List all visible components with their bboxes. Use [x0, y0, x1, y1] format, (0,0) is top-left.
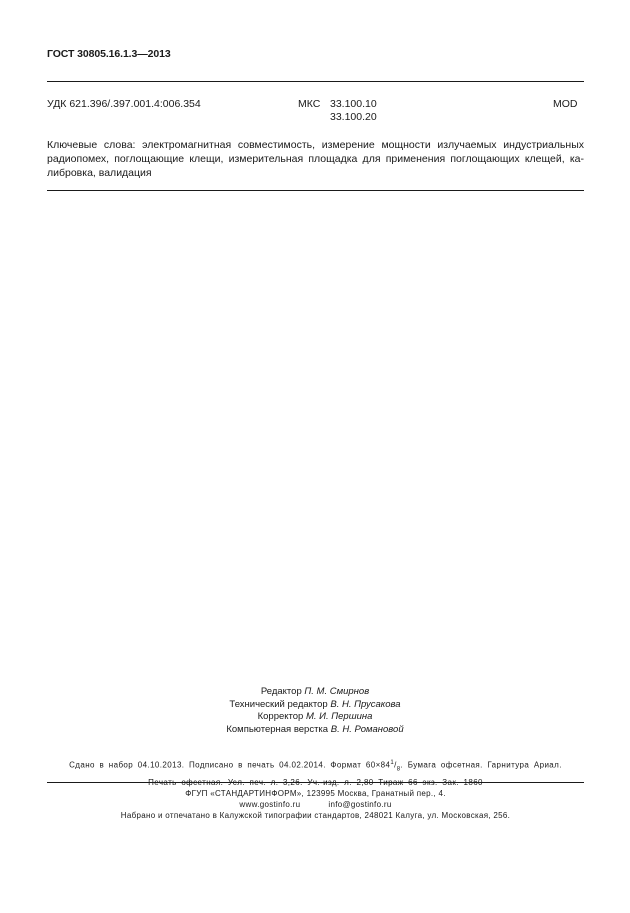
credit-name: В. Н. Романовой [330, 723, 404, 735]
credit-role: Технический редактор [229, 698, 328, 710]
publisher-address: ФГУП «СТАНДАРТИНФОРМ», 123995 Москва, Гранатный пер., 4. [185, 789, 446, 798]
credit-role: Корректор [257, 711, 304, 722]
imprint-text: Сдано в набор 04.10.2013. Подписано в печать 04.02.2014. Формат 60×84 [69, 760, 391, 770]
credit-name: П. М. Смирнов [304, 686, 370, 697]
standard-title: ГОСТ 30805.16.1.3—2013 [47, 48, 171, 60]
imprint-block [47, 757, 584, 789]
udk-code: УДК 621.396/.397.001.4:006.354 [47, 98, 201, 110]
format-denominator: 8 [396, 766, 401, 773]
mks-code: 33.100.10 [330, 98, 377, 110]
publisher-block [47, 788, 584, 821]
divider-top [47, 81, 584, 82]
divider-imprint [47, 782, 584, 783]
format-numerator: 1 [390, 760, 395, 766]
credit-line [0, 711, 630, 724]
publisher-website: www.gostinfo.ru [239, 800, 301, 809]
imprint-text: . Бумага офсетная. Гарнитура Ариал. [400, 760, 562, 770]
mks-code: 33.100.20 [330, 111, 377, 123]
publisher-email: info@gostinfo.ru [328, 800, 392, 809]
credit-role: Редактор [260, 686, 302, 697]
keywords: Ключевые слова: электромагнитная совместимость, измерение мощности излучаемых индустриальных радиопомех, поглощающие клещи, измерительная площадка для применения поглощающих клещей, ка-либровка, валидация [47, 139, 584, 179]
printing-house: Набрано и отпечатано в Калужской типографии стандартов, 248021 Калуга, ул. Московская, 256. [120, 811, 511, 820]
credit-role: Компьютерная верстка [226, 723, 329, 735]
conformity-mark: MOD [553, 98, 578, 110]
credit-name: М. И. Першина [305, 711, 373, 722]
publisher-contacts [47, 799, 584, 810]
mks-label: МКС [298, 98, 321, 110]
imprint-line-1: Сдано в набор 04.10.2013. Подписано в печать 04.02.2014. Формат $60\times 84^1/_8$. Бумага офсетная. Гарнитура Ариал. [69, 760, 562, 773]
credit-line [0, 699, 630, 712]
divider-keywords [47, 190, 584, 191]
credit-line [0, 724, 630, 737]
credits-block [0, 686, 630, 736]
credit-line [0, 686, 630, 699]
credit-name: В. Н. Прусакова [330, 698, 401, 710]
mks-codes [330, 98, 377, 124]
